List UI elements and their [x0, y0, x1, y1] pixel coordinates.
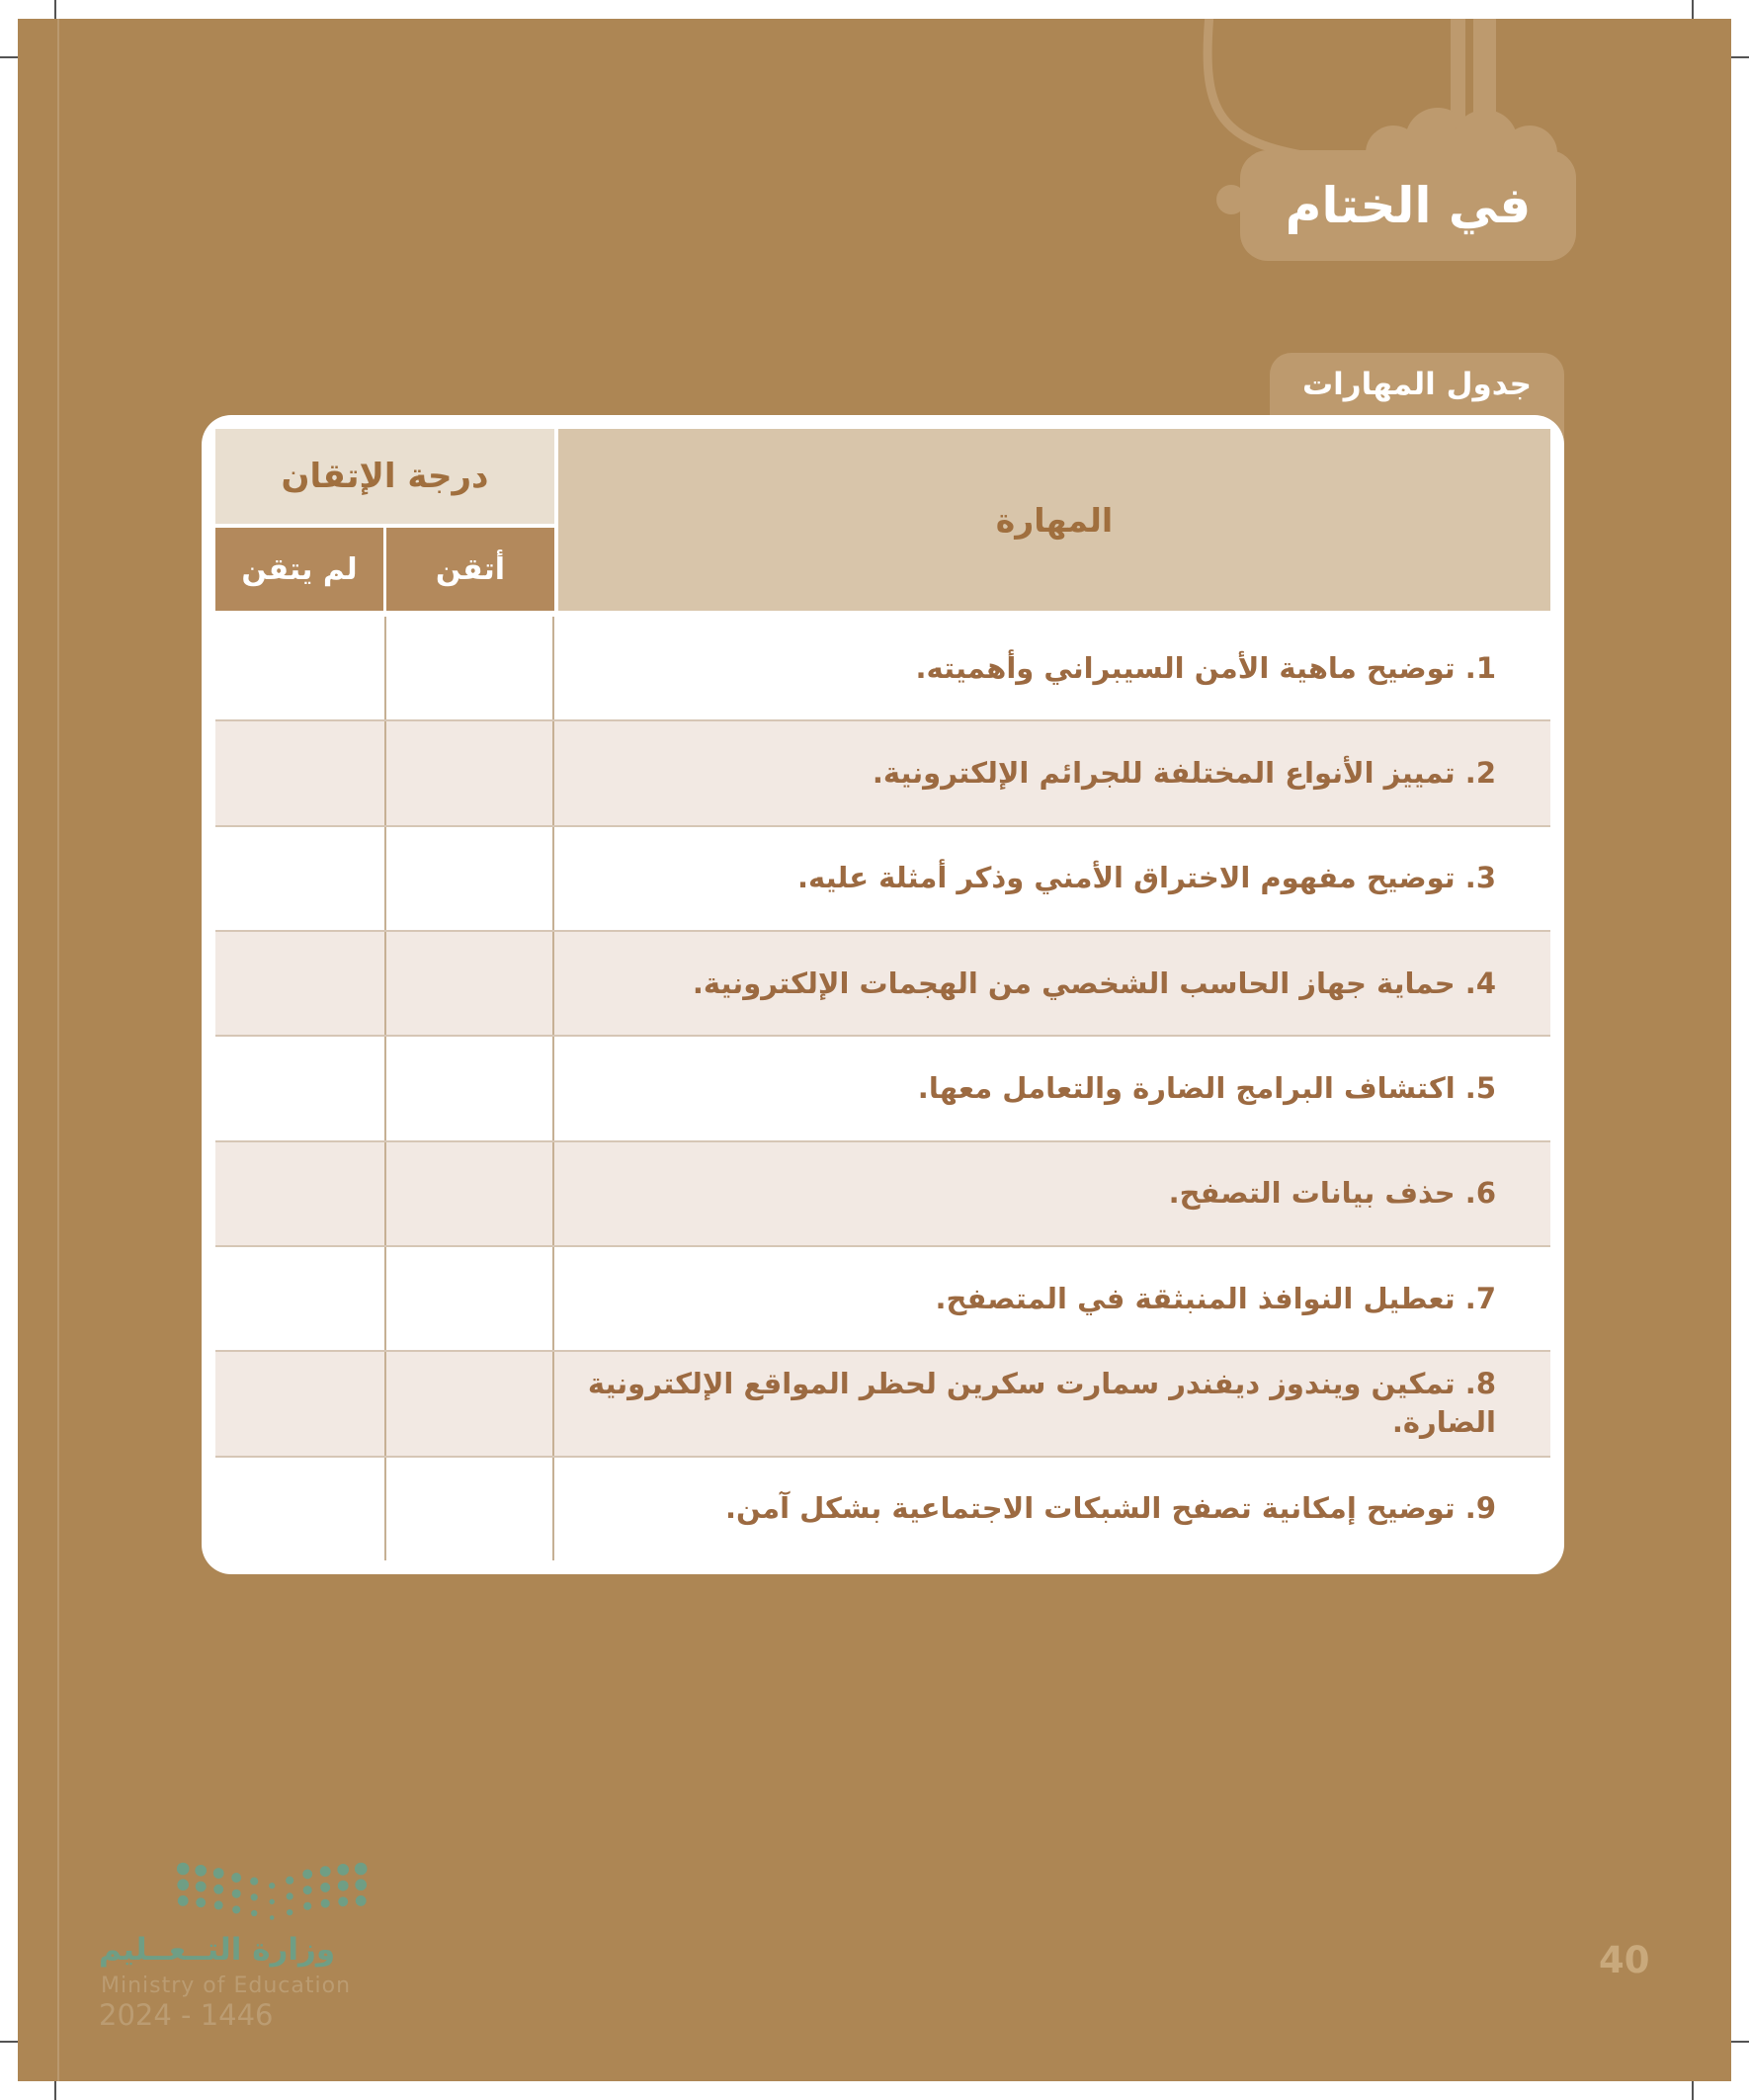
mastery-degree-header	[215, 429, 554, 524]
skill-text: 8. تمكين ويندوز ديفندر سمارت سكرين لحظر المواقع الإلكترونية الضارة.	[587, 1367, 1496, 1440]
mastered-cell	[386, 721, 554, 824]
mastered-label: أتقن	[435, 551, 506, 587]
skills-table	[215, 429, 1550, 1560]
skill-cell	[554, 1247, 1550, 1350]
mastered-cell	[386, 1458, 554, 1560]
skill-header-label: المهارة	[995, 500, 1114, 540]
mastered-cell	[386, 827, 554, 930]
table-row	[215, 719, 1550, 824]
mastered-cell	[386, 1037, 554, 1139]
table-row	[215, 930, 1550, 1035]
ministry-logo-english-wordmark: Ministry of Education	[101, 1974, 352, 1998]
mastered-cell	[386, 1247, 554, 1350]
skill-cell	[554, 1352, 1550, 1455]
table-row	[215, 617, 1550, 719]
table-row	[215, 1140, 1550, 1245]
not-mastered-cell	[215, 1142, 386, 1245]
mastered-column-header	[386, 528, 554, 611]
mastered-cell	[386, 617, 554, 719]
skill-cell	[554, 617, 1550, 719]
skill-text: 3. توضيح مفهوم الاختراق الأمني وذكر أمثلة عليه.	[796, 861, 1496, 895]
not-mastered-cell	[215, 1037, 386, 1139]
not-mastered-cell	[215, 1352, 386, 1455]
page-fold-line	[57, 19, 59, 2081]
table-body	[215, 617, 1550, 1560]
not-mastered-column-header	[215, 528, 383, 611]
skill-text: 4. حماية جهاز الحاسب الشخصي من الهجمات الإلكترونية.	[692, 966, 1496, 1000]
table-header	[215, 429, 1550, 617]
not-mastered-label: لم يتقن	[241, 551, 358, 587]
mastery-degree-label: درجة الإتقان	[281, 457, 489, 496]
skill-cell	[554, 1458, 1550, 1560]
table-row	[215, 1350, 1550, 1455]
skill-text: 7. تعطيل النوافذ المنبثقة في المتصفح.	[935, 1281, 1496, 1315]
skill-cell	[554, 932, 1550, 1035]
skills-table-tab-label: جدول المهارات	[1302, 367, 1532, 402]
page-title: في الختام	[1285, 177, 1532, 234]
not-mastered-cell	[215, 827, 386, 930]
ministry-logo-arabic-wordmark: وزارة التــعــليم	[99, 1932, 336, 1968]
page-number: 40	[1599, 1939, 1650, 1981]
skill-text: 9. توضيح إمكانية تصفح الشبكات الاجتماعية بشكل آمن.	[725, 1491, 1496, 1526]
not-mastered-cell	[215, 1247, 386, 1350]
not-mastered-cell	[215, 617, 386, 719]
table-row	[215, 1245, 1550, 1350]
chapter-title-box	[1240, 150, 1576, 261]
skill-cell	[554, 721, 1550, 824]
skill-column-header	[558, 429, 1550, 611]
skill-text: 6. حذف بيانات التصفح.	[1168, 1176, 1496, 1211]
skill-cell	[554, 1037, 1550, 1139]
not-mastered-cell	[215, 1458, 386, 1560]
mastered-cell	[386, 932, 554, 1035]
ministry-logo-year: 2024 - 1446	[99, 1998, 274, 2032]
page-sheet	[18, 19, 1731, 2081]
skills-table-card	[202, 415, 1564, 1574]
skill-text: 2. تمييز الأنواع المختلفة للجرائم الإلكترونية.	[872, 755, 1496, 790]
mastered-cell	[386, 1142, 554, 1245]
table-row	[215, 1456, 1550, 1560]
skill-text: 1. توضيح ماهية الأمن السيبراني وأهميته.	[915, 650, 1496, 685]
skill-cell	[554, 827, 1550, 930]
table-row	[215, 825, 1550, 930]
table-row	[215, 1035, 1550, 1139]
skill-text: 5. اكتشاف البرامج الضارة والتعامل معها.	[917, 1070, 1496, 1105]
skill-cell	[554, 1142, 1550, 1245]
not-mastered-cell	[215, 932, 386, 1035]
ministry-logo-dots-icon	[176, 1860, 372, 1931]
mastered-cell	[386, 1352, 554, 1455]
not-mastered-cell	[215, 721, 386, 824]
